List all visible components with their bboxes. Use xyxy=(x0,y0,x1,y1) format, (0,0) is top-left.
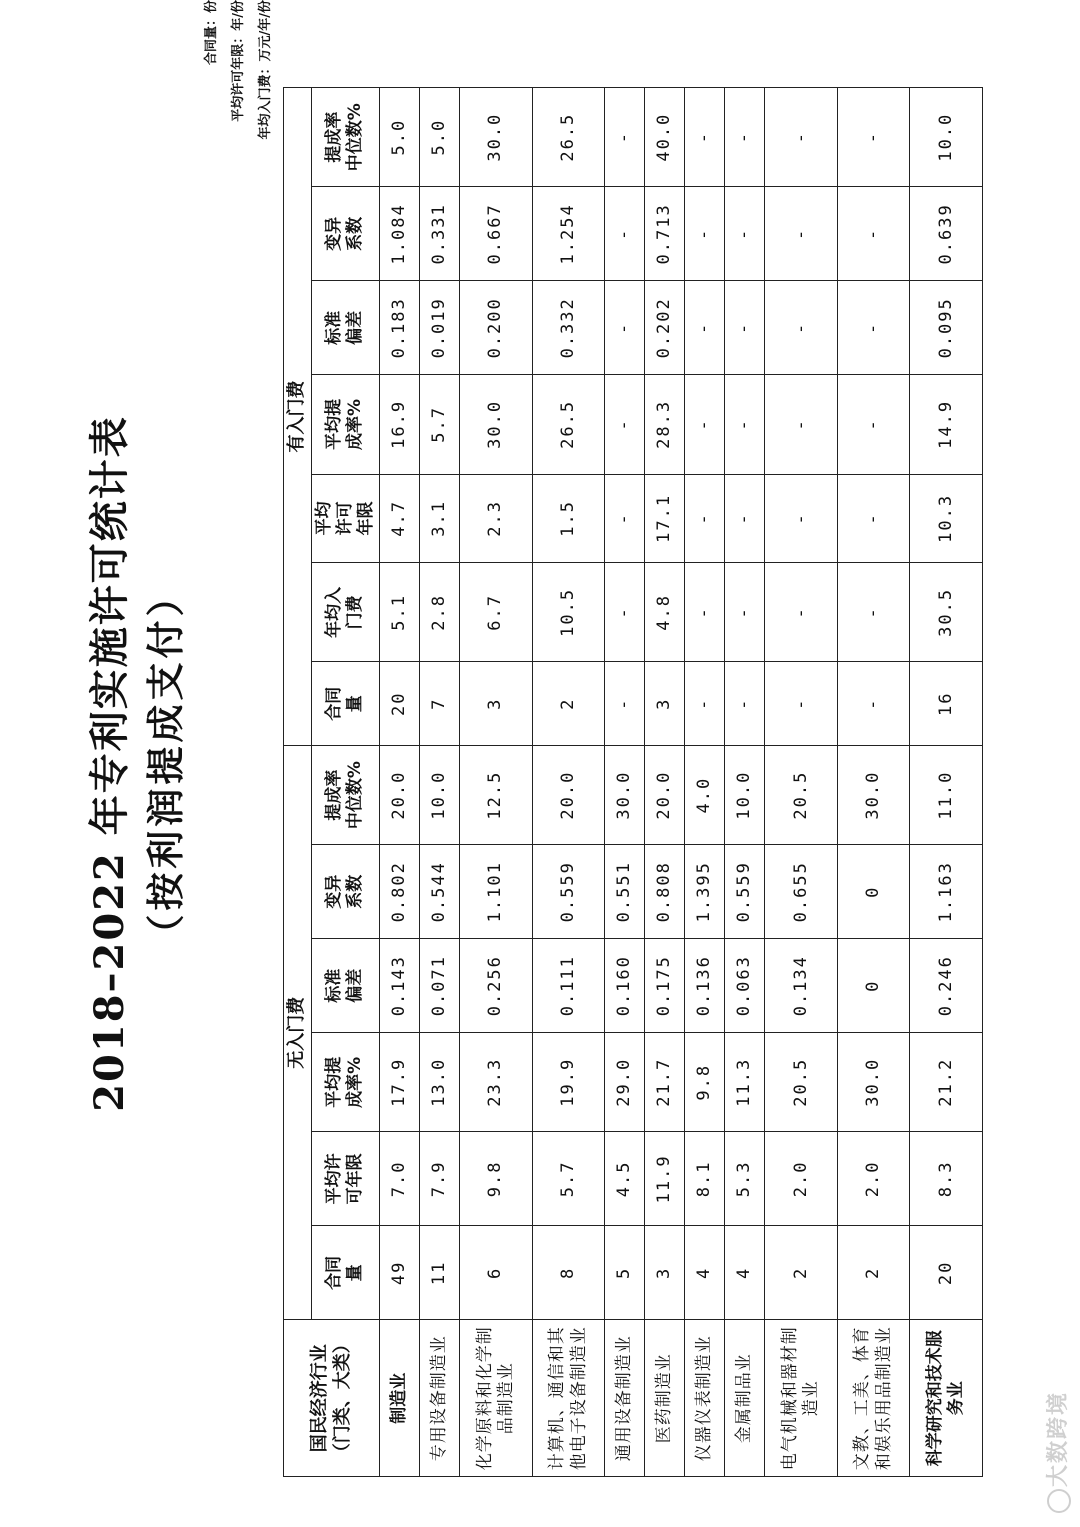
no-fee-column-header: 标准 偏差 xyxy=(311,939,380,1033)
watermark-text: 大数跨境 xyxy=(1046,1390,1071,1487)
no-fee-column-header: 平均许 可年限 xyxy=(311,1132,380,1226)
with-fee-value-cell: 0.183 xyxy=(380,281,420,375)
with-fee-value-cell: 0.331 xyxy=(420,187,460,281)
with-fee-value-cell: - xyxy=(725,88,765,187)
with-fee-value-cell: 10.0 xyxy=(910,88,983,187)
no-fee-value-cell: 21.2 xyxy=(910,1033,983,1132)
table-row xyxy=(725,88,765,1477)
with-fee-value-cell: 5.0 xyxy=(420,88,460,187)
table-row xyxy=(837,88,909,1477)
unit-years: 平均许可年限：年/份 xyxy=(231,0,246,122)
industry-cell: 仪器仪表制造业 xyxy=(685,1320,725,1477)
no-fee-value-cell: 11.3 xyxy=(725,1033,765,1132)
with-fee-value-cell: 0.639 xyxy=(910,187,983,281)
no-fee-value-cell: 0.246 xyxy=(910,939,983,1033)
watermark-logo xyxy=(1041,1391,1072,1513)
with-fee-value-cell: - xyxy=(837,281,909,375)
no-fee-value-cell: 10.0 xyxy=(725,746,765,845)
no-fee-value-cell: 0.802 xyxy=(380,845,420,939)
with-fee-value-cell: - xyxy=(605,662,645,746)
industry-cell: 金属制品业 xyxy=(725,1320,765,1477)
no-fee-value-cell: 1.101 xyxy=(460,845,532,939)
with-fee-value-cell: - xyxy=(725,474,765,563)
with-fee-column-header: 平均提 成率% xyxy=(311,375,380,474)
with-fee-value-cell: - xyxy=(725,375,765,474)
with-fee-value-cell: - xyxy=(837,563,909,662)
no-fee-value-cell: 0.143 xyxy=(380,939,420,1033)
no-fee-value-cell: 4.0 xyxy=(685,746,725,845)
with-fee-value-cell: 3 xyxy=(645,662,685,746)
no-fee-value-cell: 11.0 xyxy=(910,746,983,845)
with-fee-value-cell: 10.5 xyxy=(532,563,604,662)
no-fee-value-cell: 3 xyxy=(645,1226,685,1320)
no-fee-value-cell: 9.8 xyxy=(460,1132,532,1226)
no-fee-value-cell: 0.808 xyxy=(645,845,685,939)
no-fee-column-header: 提成率 中位数% xyxy=(311,746,380,845)
no-fee-value-cell: 7.0 xyxy=(380,1132,420,1226)
industry-cell: 专用设备制造业 xyxy=(420,1320,460,1477)
with-fee-value-cell: 1.5 xyxy=(532,474,604,563)
no-fee-value-cell: 2 xyxy=(837,1226,909,1320)
with-fee-value-cell: 7 xyxy=(420,662,460,746)
table-row xyxy=(685,88,725,1477)
no-fee-value-cell: 20.0 xyxy=(532,746,604,845)
with-fee-value-cell: - xyxy=(685,88,725,187)
with-fee-value-cell: 0.713 xyxy=(645,187,685,281)
with-entry-fee-group-header: 有入门费 xyxy=(284,88,312,746)
page-subtitle: （按利润提成支付） xyxy=(143,574,188,953)
with-fee-value-cell: - xyxy=(605,563,645,662)
with-fee-value-cell: 5.1 xyxy=(380,563,420,662)
no-fee-value-cell: 30.0 xyxy=(837,1033,909,1132)
with-fee-value-cell: - xyxy=(685,281,725,375)
with-fee-column-header: 标准 偏差 xyxy=(311,281,380,375)
no-fee-value-cell: 9.8 xyxy=(685,1033,725,1132)
with-fee-value-cell: - xyxy=(725,187,765,281)
no-fee-value-cell: 6 xyxy=(460,1226,532,1320)
with-fee-value-cell: 26.5 xyxy=(532,375,604,474)
no-fee-value-cell: 30.0 xyxy=(605,746,645,845)
industry-cell: 科学研究和技术服务业 xyxy=(910,1320,983,1477)
no-fee-value-cell: 4 xyxy=(685,1226,725,1320)
unit-contracts: 合同量：份 xyxy=(204,0,219,66)
with-fee-value-cell: 5.7 xyxy=(420,375,460,474)
no-fee-value-cell: 49 xyxy=(380,1226,420,1320)
page-title: 2018–2022 年专利实施许可统计表 xyxy=(86,415,133,1112)
industry-cell: 医药制造业 xyxy=(645,1320,685,1477)
with-fee-value-cell: 16 xyxy=(910,662,983,746)
no-fee-value-cell: 0.136 xyxy=(685,939,725,1033)
with-fee-value-cell: - xyxy=(685,474,725,563)
with-fee-value-cell: 0.332 xyxy=(532,281,604,375)
with-fee-value-cell: - xyxy=(765,281,837,375)
no-fee-value-cell: 0.111 xyxy=(532,939,604,1033)
with-fee-value-cell: 30.5 xyxy=(910,563,983,662)
with-fee-column-header: 提成率 中位数% xyxy=(311,88,380,187)
with-fee-value-cell: - xyxy=(725,281,765,375)
table-row xyxy=(532,88,604,1477)
no-fee-value-cell: 0.175 xyxy=(645,939,685,1033)
no-fee-value-cell: 10.0 xyxy=(420,746,460,845)
no-fee-value-cell: 0.551 xyxy=(605,845,645,939)
with-fee-value-cell: 0.200 xyxy=(460,281,532,375)
with-fee-value-cell: 4.7 xyxy=(380,474,420,563)
with-fee-value-cell: - xyxy=(725,662,765,746)
no-fee-value-cell: 0.160 xyxy=(605,939,645,1033)
no-fee-value-cell: 20 xyxy=(910,1226,983,1320)
no-fee-value-cell: 29.0 xyxy=(605,1033,645,1132)
no-fee-value-cell: 4.5 xyxy=(605,1132,645,1226)
no-fee-value-cell: 0.071 xyxy=(420,939,460,1033)
no-fee-value-cell: 4 xyxy=(725,1226,765,1320)
unit-entry-fee: 年均入门费：万元/年/份 xyxy=(258,0,273,140)
no-fee-value-cell: 8.3 xyxy=(910,1132,983,1226)
no-fee-value-cell: 0 xyxy=(837,939,909,1033)
with-fee-value-cell: - xyxy=(685,662,725,746)
with-fee-value-cell: - xyxy=(605,88,645,187)
with-fee-value-cell: - xyxy=(765,474,837,563)
with-fee-value-cell: 14.9 xyxy=(910,375,983,474)
table-header-row-columns xyxy=(311,88,380,1477)
with-fee-value-cell: 2 xyxy=(532,662,604,746)
no-fee-value-cell: 12.5 xyxy=(460,746,532,845)
no-fee-value-cell: 1.163 xyxy=(910,845,983,939)
no-fee-value-cell: 23.3 xyxy=(460,1033,532,1132)
with-fee-value-cell: 6.7 xyxy=(460,563,532,662)
no-fee-value-cell: 2 xyxy=(765,1226,837,1320)
industry-cell: 计算机、通信和其他电子设备制造业 xyxy=(532,1320,604,1477)
with-fee-value-cell: - xyxy=(685,563,725,662)
with-fee-value-cell: 20 xyxy=(380,662,420,746)
with-fee-value-cell: - xyxy=(837,662,909,746)
industry-cell: 文教、工美、体育和娱乐用品制造业 xyxy=(837,1320,909,1477)
no-fee-column-header: 平均提 成率% xyxy=(311,1033,380,1132)
with-fee-value-cell: - xyxy=(685,375,725,474)
no-entry-fee-group-header: 无入门费 xyxy=(284,746,312,1320)
no-fee-value-cell: 21.7 xyxy=(645,1033,685,1132)
industry-column-header: 国民经济行业 （门类、大类） xyxy=(284,1320,380,1477)
no-fee-value-cell: 13.0 xyxy=(420,1033,460,1132)
with-fee-value-cell: 40.0 xyxy=(645,88,685,187)
table-row xyxy=(765,88,837,1477)
with-fee-value-cell: 10.3 xyxy=(910,474,983,563)
with-fee-value-cell: 4.8 xyxy=(645,563,685,662)
no-fee-value-cell: 11.9 xyxy=(645,1132,685,1226)
no-fee-value-cell: 0.559 xyxy=(725,845,765,939)
with-fee-value-cell: - xyxy=(605,474,645,563)
with-fee-value-cell: 2.8 xyxy=(420,563,460,662)
with-fee-value-cell: - xyxy=(837,474,909,563)
industry-cell: 电气机械和器材制造业 xyxy=(765,1320,837,1477)
with-fee-value-cell: - xyxy=(605,375,645,474)
table-row xyxy=(380,88,420,1477)
table-row xyxy=(910,88,983,1477)
industry-cell: 制造业 xyxy=(380,1320,420,1477)
no-fee-value-cell: 0.256 xyxy=(460,939,532,1033)
with-fee-column-header: 平均 许可 年限 xyxy=(311,474,380,563)
with-fee-value-cell: - xyxy=(765,662,837,746)
no-fee-value-cell: 1.395 xyxy=(685,845,725,939)
no-fee-value-cell: 19.9 xyxy=(532,1033,604,1132)
with-fee-value-cell: 26.5 xyxy=(532,88,604,187)
with-fee-column-header: 变异 系数 xyxy=(311,187,380,281)
with-fee-value-cell: 1.084 xyxy=(380,187,420,281)
watermark-circle-icon xyxy=(1047,1489,1071,1513)
with-fee-value-cell: 28.3 xyxy=(645,375,685,474)
table-body xyxy=(380,88,983,1477)
with-fee-value-cell: 0.095 xyxy=(910,281,983,375)
table-row xyxy=(460,88,532,1477)
with-fee-value-cell: 0.202 xyxy=(645,281,685,375)
with-fee-value-cell: 2.3 xyxy=(460,474,532,563)
with-fee-column-header: 合同 量 xyxy=(311,662,380,746)
no-fee-value-cell: 0 xyxy=(837,845,909,939)
no-fee-value-cell: 0.544 xyxy=(420,845,460,939)
industry-cell: 化学原料和化学制品制造业 xyxy=(460,1320,532,1477)
with-fee-value-cell: - xyxy=(725,563,765,662)
with-fee-value-cell: - xyxy=(605,187,645,281)
table-header-row-groups xyxy=(284,88,312,1477)
with-fee-value-cell: - xyxy=(605,281,645,375)
no-fee-value-cell: 20.5 xyxy=(765,1033,837,1132)
with-fee-value-cell: 17.1 xyxy=(645,474,685,563)
industry-cell: 通用设备制造业 xyxy=(605,1320,645,1477)
no-fee-value-cell: 20.0 xyxy=(380,746,420,845)
no-fee-value-cell: 11 xyxy=(420,1226,460,1320)
table-row xyxy=(420,88,460,1477)
no-fee-column-header: 变异 系数 xyxy=(311,845,380,939)
with-fee-value-cell: 5.0 xyxy=(380,88,420,187)
with-fee-value-cell: 30.0 xyxy=(460,375,532,474)
no-fee-value-cell: 17.9 xyxy=(380,1033,420,1132)
table-row xyxy=(605,88,645,1477)
with-fee-value-cell: 0.667 xyxy=(460,187,532,281)
no-fee-value-cell: 0.559 xyxy=(532,845,604,939)
no-fee-value-cell: 0.655 xyxy=(765,845,837,939)
with-fee-value-cell: 3.1 xyxy=(420,474,460,563)
no-fee-value-cell: 8 xyxy=(532,1226,604,1320)
unit-legend xyxy=(198,0,279,400)
no-fee-value-cell: 20.0 xyxy=(645,746,685,845)
no-fee-value-cell: 5 xyxy=(605,1226,645,1320)
no-fee-value-cell: 2.0 xyxy=(837,1132,909,1226)
no-fee-column-header: 合同 量 xyxy=(311,1226,380,1320)
no-fee-value-cell: 2.0 xyxy=(765,1132,837,1226)
with-fee-value-cell: - xyxy=(765,88,837,187)
no-fee-value-cell: 0.134 xyxy=(765,939,837,1033)
with-fee-column-header: 年均入 门费 xyxy=(311,563,380,662)
with-fee-value-cell: - xyxy=(837,375,909,474)
no-fee-value-cell: 5.7 xyxy=(532,1132,604,1226)
with-fee-value-cell: - xyxy=(685,187,725,281)
with-fee-value-cell: - xyxy=(765,375,837,474)
no-fee-value-cell: 20.5 xyxy=(765,746,837,845)
with-fee-value-cell: 0.019 xyxy=(420,281,460,375)
with-fee-value-cell: - xyxy=(837,187,909,281)
with-fee-value-cell: - xyxy=(765,187,837,281)
no-fee-value-cell: 5.3 xyxy=(725,1132,765,1226)
no-fee-value-cell: 30.0 xyxy=(837,746,909,845)
with-fee-value-cell: 16.9 xyxy=(380,375,420,474)
no-fee-value-cell: 0.063 xyxy=(725,939,765,1033)
with-fee-value-cell: 3 xyxy=(460,662,532,746)
with-fee-value-cell: 30.0 xyxy=(460,88,532,187)
table-row xyxy=(645,88,685,1477)
with-fee-value-cell: - xyxy=(765,563,837,662)
no-fee-value-cell: 8.1 xyxy=(685,1132,725,1226)
no-fee-value-cell: 7.9 xyxy=(420,1132,460,1226)
with-fee-value-cell: 1.254 xyxy=(532,187,604,281)
with-fee-value-cell: - xyxy=(837,88,909,187)
license-stats-table xyxy=(283,87,983,1477)
